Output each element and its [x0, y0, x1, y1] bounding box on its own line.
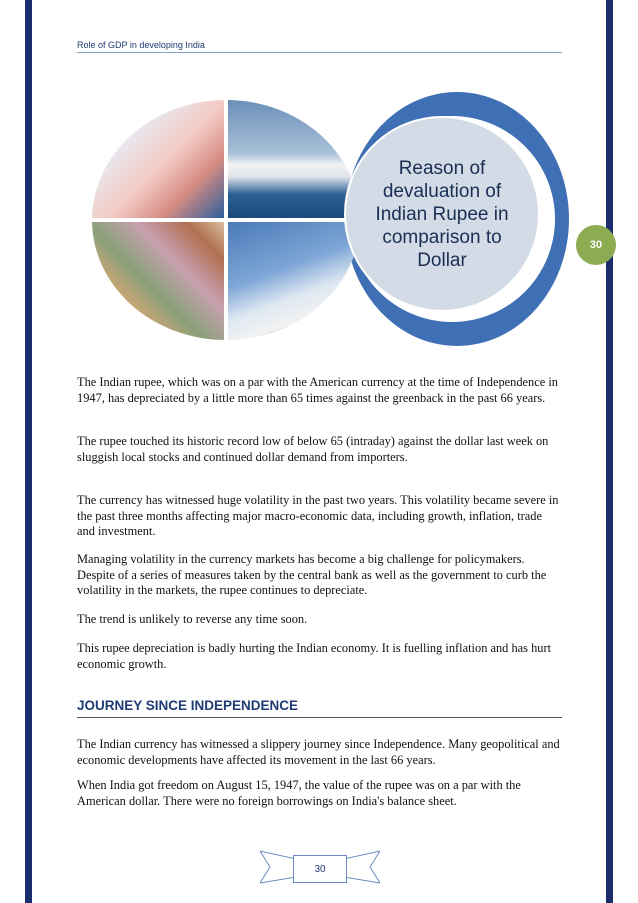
- figure-caption-circle: [344, 116, 540, 312]
- paragraph: This rupee depreciation is badly hurting the Indian economy. It is fuelling inflation and has hurt economic growth.: [77, 641, 552, 671]
- photo-collage: [92, 100, 360, 340]
- paragraph: Managing volatility in the currency markets has become a big challenge for policymakers. Despite of a series of measures taken by the central bank as well as the government to curb the volatility in the markets, the rupee continues to depreciate.: [77, 552, 547, 597]
- fish-processing-photo: [92, 100, 224, 218]
- paragraph: The currency has witnessed huge volatility in the past two years. This volatility became severe in the past three months affecting major macro-economic data, including growth, inflation, trade and investment.: [77, 493, 559, 538]
- figure-caption: Reason of devaluation of Indian Rupee in comparison to Dollar: [375, 157, 509, 271]
- paragraph: When India got freedom on August 15, 1947, the value of the rupee was on a par with the American dollar. There were no foreign borrowings on India's balance sheet.: [77, 778, 521, 808]
- air-india-plane-photo: [228, 222, 360, 340]
- cruise-ship-photo: [228, 100, 360, 218]
- running-header: Role of GDP in developing India: [77, 40, 205, 50]
- footer-page-number: 30: [293, 855, 347, 883]
- header-divider: [77, 52, 562, 53]
- currency-notes-photo: [92, 222, 224, 340]
- devaluation-figure: [92, 90, 562, 350]
- paragraph: The Indian currency has witnessed a slippery journey since Independence. Many geopolitical and economic developments have affected its movement in the last 66 years.: [77, 737, 560, 767]
- right-page-border: [606, 0, 613, 903]
- section-divider: [77, 717, 562, 718]
- paragraph: The Indian rupee, which was on a par with the American currency at the time of Independence in 1947, has depreciated by a little more than 65 times against the greenback in the past 66 years.: [77, 375, 558, 405]
- section-heading: JOURNEY SINCE INDEPENDENCE: [77, 698, 299, 713]
- page-number-badge: 30: [576, 225, 616, 265]
- left-page-border: [25, 0, 32, 903]
- paragraph: The trend is unlikely to reverse any time soon.: [77, 612, 308, 626]
- paragraph: The rupee touched its historic record low of below 65 (intraday) against the dollar last week on sluggish local stocks and continued dollar demand from importers.: [77, 434, 549, 464]
